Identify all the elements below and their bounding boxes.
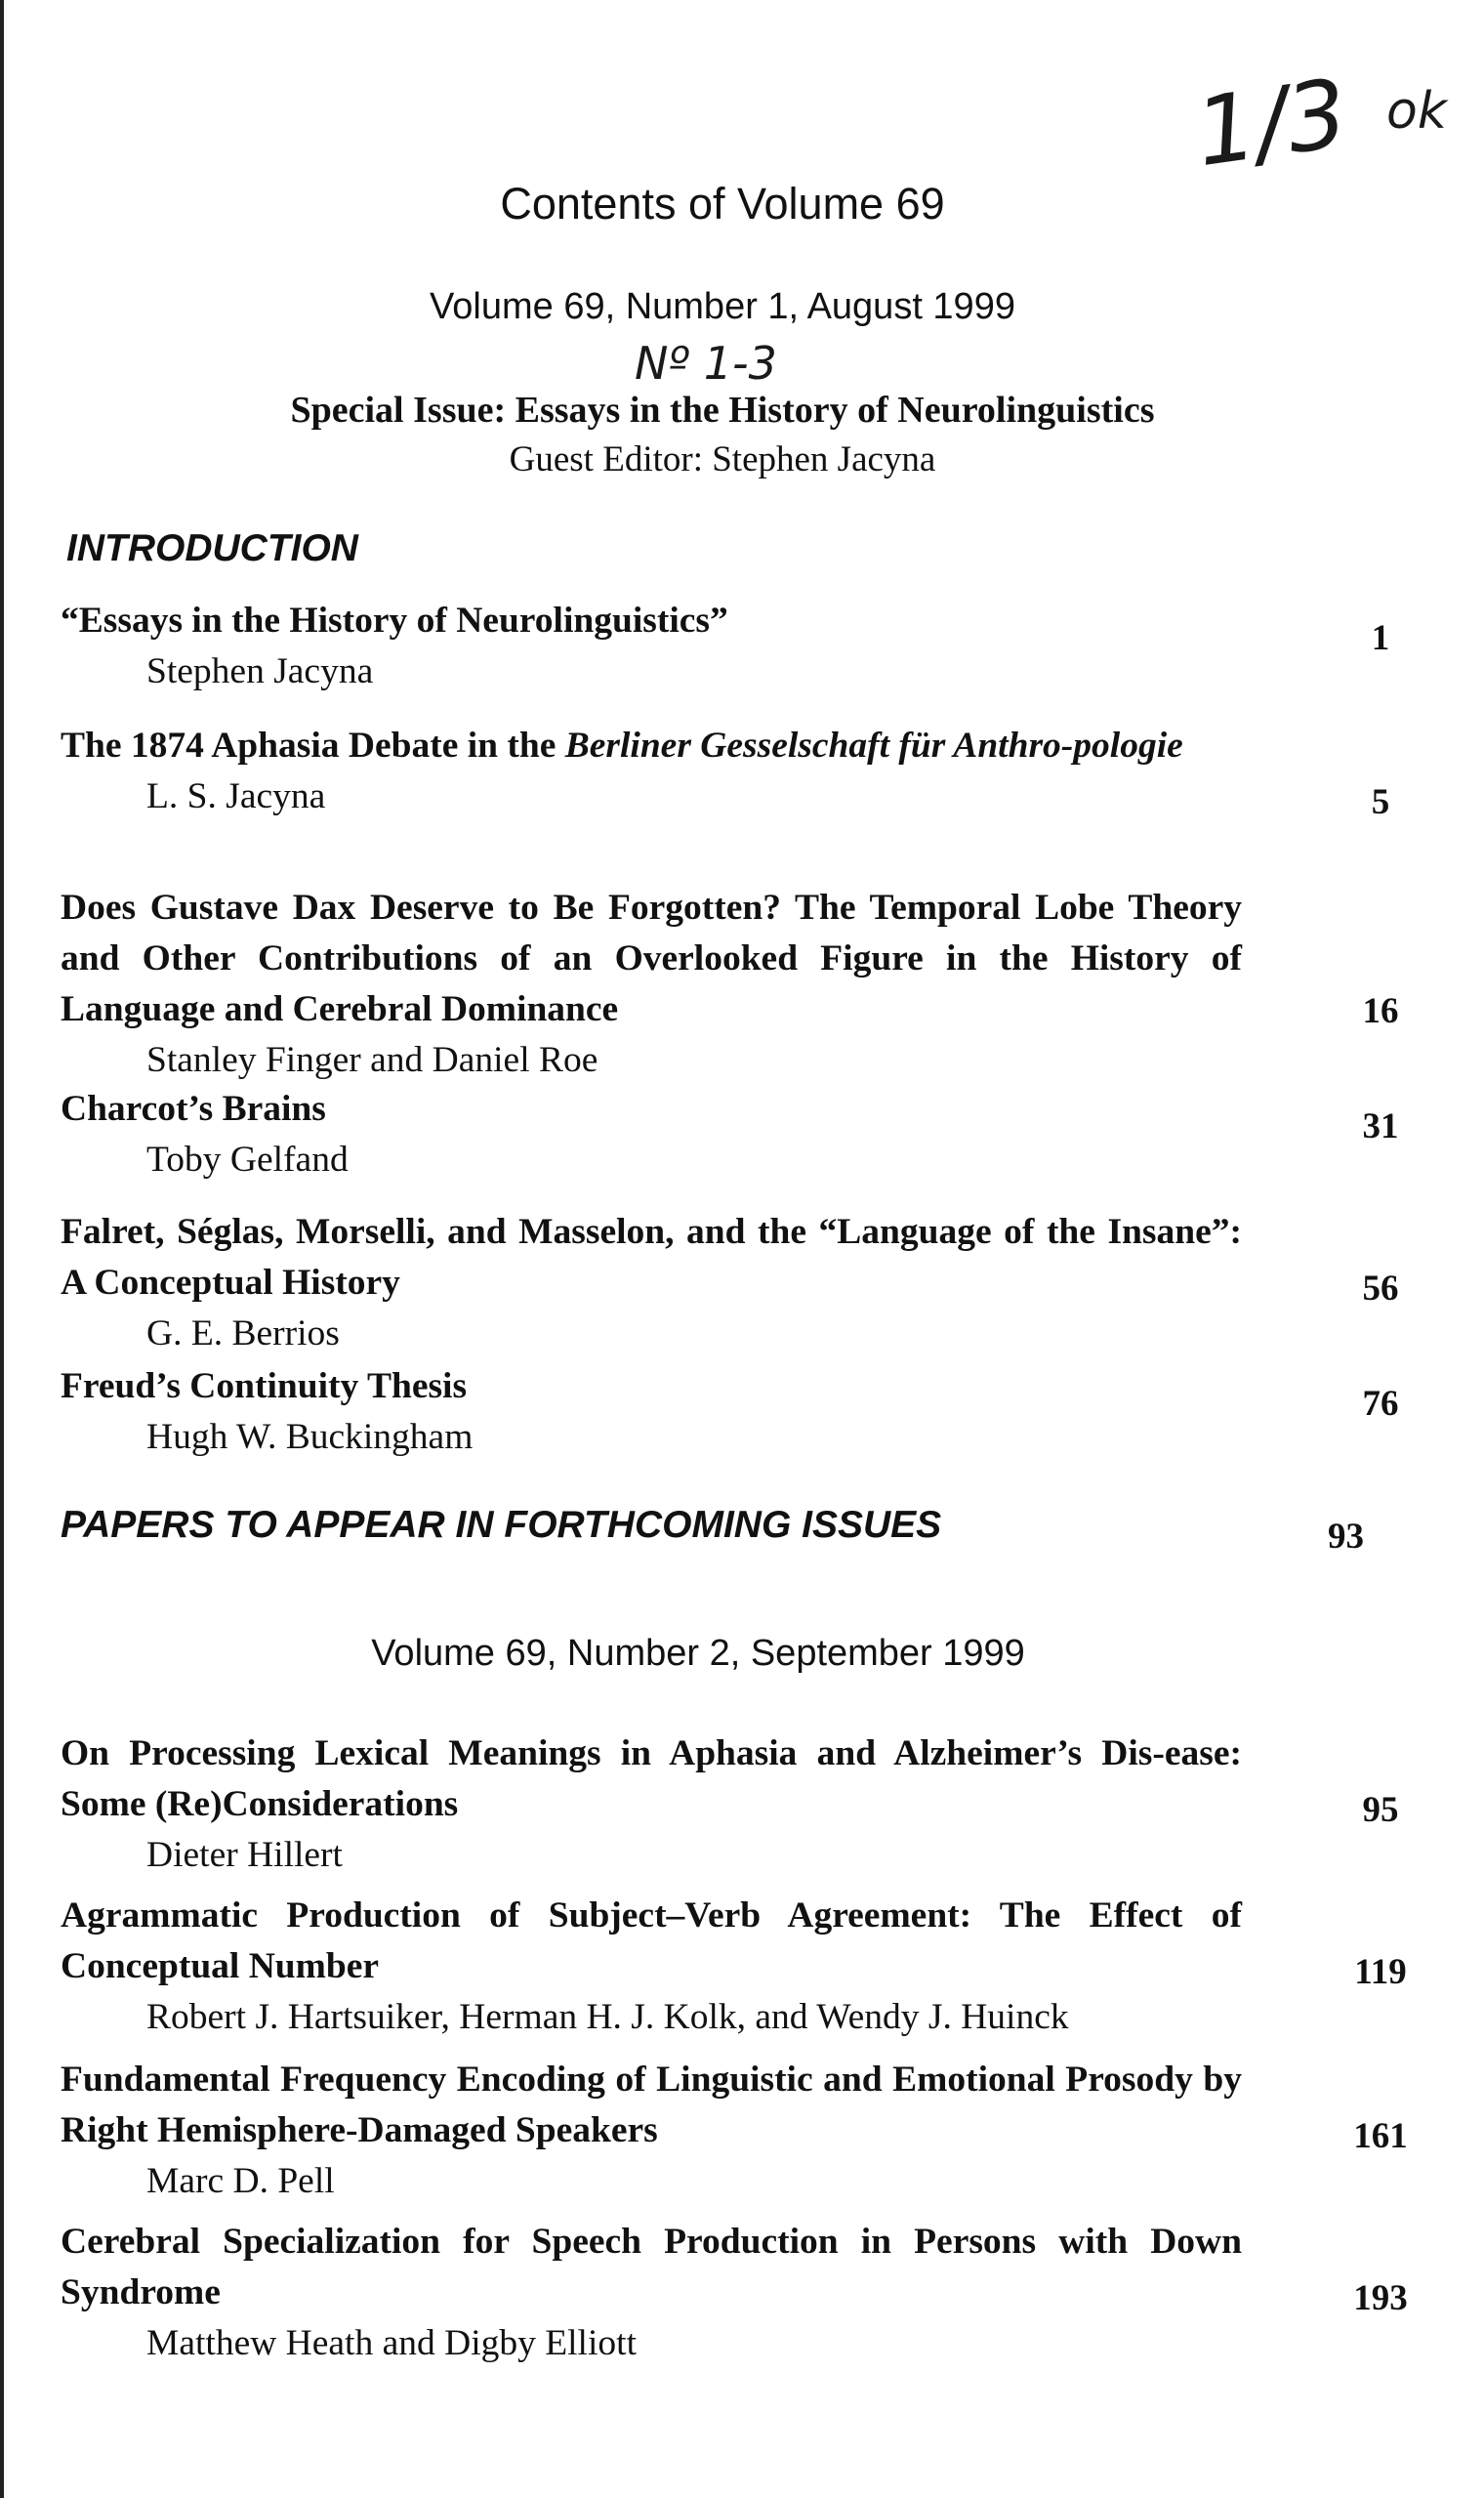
entry-title-italic: Berliner Gesselschaft für Anthro-pologie xyxy=(564,726,1183,766)
entry-title xyxy=(61,721,1242,771)
entry-title: Charcot’s Brains xyxy=(61,1089,326,1129)
toc-entry xyxy=(61,883,1399,1086)
entry-page: 56 xyxy=(1362,1269,1399,1309)
entry-authors: Stanley Finger and Daniel Roe xyxy=(146,1040,598,1080)
entry-page: 95 xyxy=(1362,1790,1399,1830)
entry-authors: Stephen Jacyna xyxy=(146,651,374,691)
entry-page: 161 xyxy=(1353,2116,1408,2156)
entry-title-roman: The 1874 Aphasia Debate in the xyxy=(61,726,565,766)
entry-page: 16 xyxy=(1362,991,1399,1031)
entry-authors: Robert J. Hartsuiker, Herman H. J. Kolk, and Wendy J. Huinck xyxy=(146,1997,1069,2037)
special-issue-title: Special Issue: Essays in the History of Neurolinguistics xyxy=(290,390,1155,431)
entry-authors: Dieter Hillert xyxy=(146,1835,343,1875)
entry-title: Agrammatic Production of Subject–Verb Agreement: The Effect of Conceptual Number xyxy=(61,1895,1242,1986)
entry-title: Falret, Séglas, Morselli, and Masselon, and the “Language of the Insane”: A Conceptual History xyxy=(61,1212,1242,1303)
entry-title: “Essays in the History of Neurolinguistics” xyxy=(61,601,728,641)
handwritten-ok: ok xyxy=(1386,82,1447,141)
entry-page: 119 xyxy=(1354,1952,1407,1992)
section-forthcoming: PAPERS TO APPEAR IN FORTHCOMING ISSUES xyxy=(61,1504,942,1546)
toc-entry xyxy=(61,1361,1399,1463)
entry-page: 193 xyxy=(1353,2278,1408,2318)
toc-entry xyxy=(61,1891,1407,2043)
section-introduction: INTRODUCTION xyxy=(66,527,358,569)
forthcoming-page: 93 xyxy=(1328,1517,1364,1557)
entry-authors: Marc D. Pell xyxy=(146,2161,335,2201)
issue-1-heading: Volume 69, Number 1, August 1999 xyxy=(430,286,1015,327)
entry-authors: Hugh W. Buckingham xyxy=(146,1417,474,1457)
scan-edge xyxy=(0,0,4,2498)
guest-editor: Guest Editor: Stephen Jacyna xyxy=(509,439,936,479)
entry-page: 76 xyxy=(1362,1384,1399,1424)
issue-2-heading: Volume 69, Number 2, September 1999 xyxy=(371,1633,1025,1674)
entry-authors: Toby Gelfand xyxy=(146,1140,349,1180)
entry-page: 31 xyxy=(1362,1106,1399,1146)
entry-authors: L. S. Jacyna xyxy=(146,776,326,816)
entry-authors: Matthew Heath and Digby Elliott xyxy=(146,2323,637,2363)
handwritten-fraction: 1/3 xyxy=(1188,58,1354,188)
page-title: Contents of Volume 69 xyxy=(500,179,945,229)
toc-entry xyxy=(61,721,1390,822)
entry-title: Cerebral Specialization for Speech Production in Persons with Down Syndrome xyxy=(61,2222,1242,2312)
entry-authors: G. E. Berrios xyxy=(146,1313,340,1353)
entry-title: Does Gustave Dax Deserve to Be Forgotten? The Temporal Lobe Theory and Other Contributions of an Overlooked Figure in the History of Language and Cerebral Dominance xyxy=(61,888,1242,1029)
toc-entry xyxy=(61,1084,1399,1186)
toc-entry xyxy=(61,2055,1408,2207)
toc-entry xyxy=(61,2217,1408,2369)
entry-page: 5 xyxy=(1371,782,1390,822)
toc-entry xyxy=(61,1207,1399,1359)
entry-title: Fundamental Frequency Encoding of Linguistic and Emotional Prosody by Right Hemisphere-Damaged Speakers xyxy=(61,2060,1242,2150)
toc-entry xyxy=(61,1728,1399,1881)
entry-title: Freud’s Continuity Thesis xyxy=(61,1366,468,1406)
entry-title: On Processing Lexical Meanings in Aphasia and Alzheimer’s Dis-ease: Some (Re)Considerations xyxy=(61,1733,1242,1824)
entry-page: 1 xyxy=(1371,618,1390,658)
handwritten-number-note: Nº 1-3 xyxy=(635,337,777,390)
toc-entry xyxy=(61,596,1390,697)
